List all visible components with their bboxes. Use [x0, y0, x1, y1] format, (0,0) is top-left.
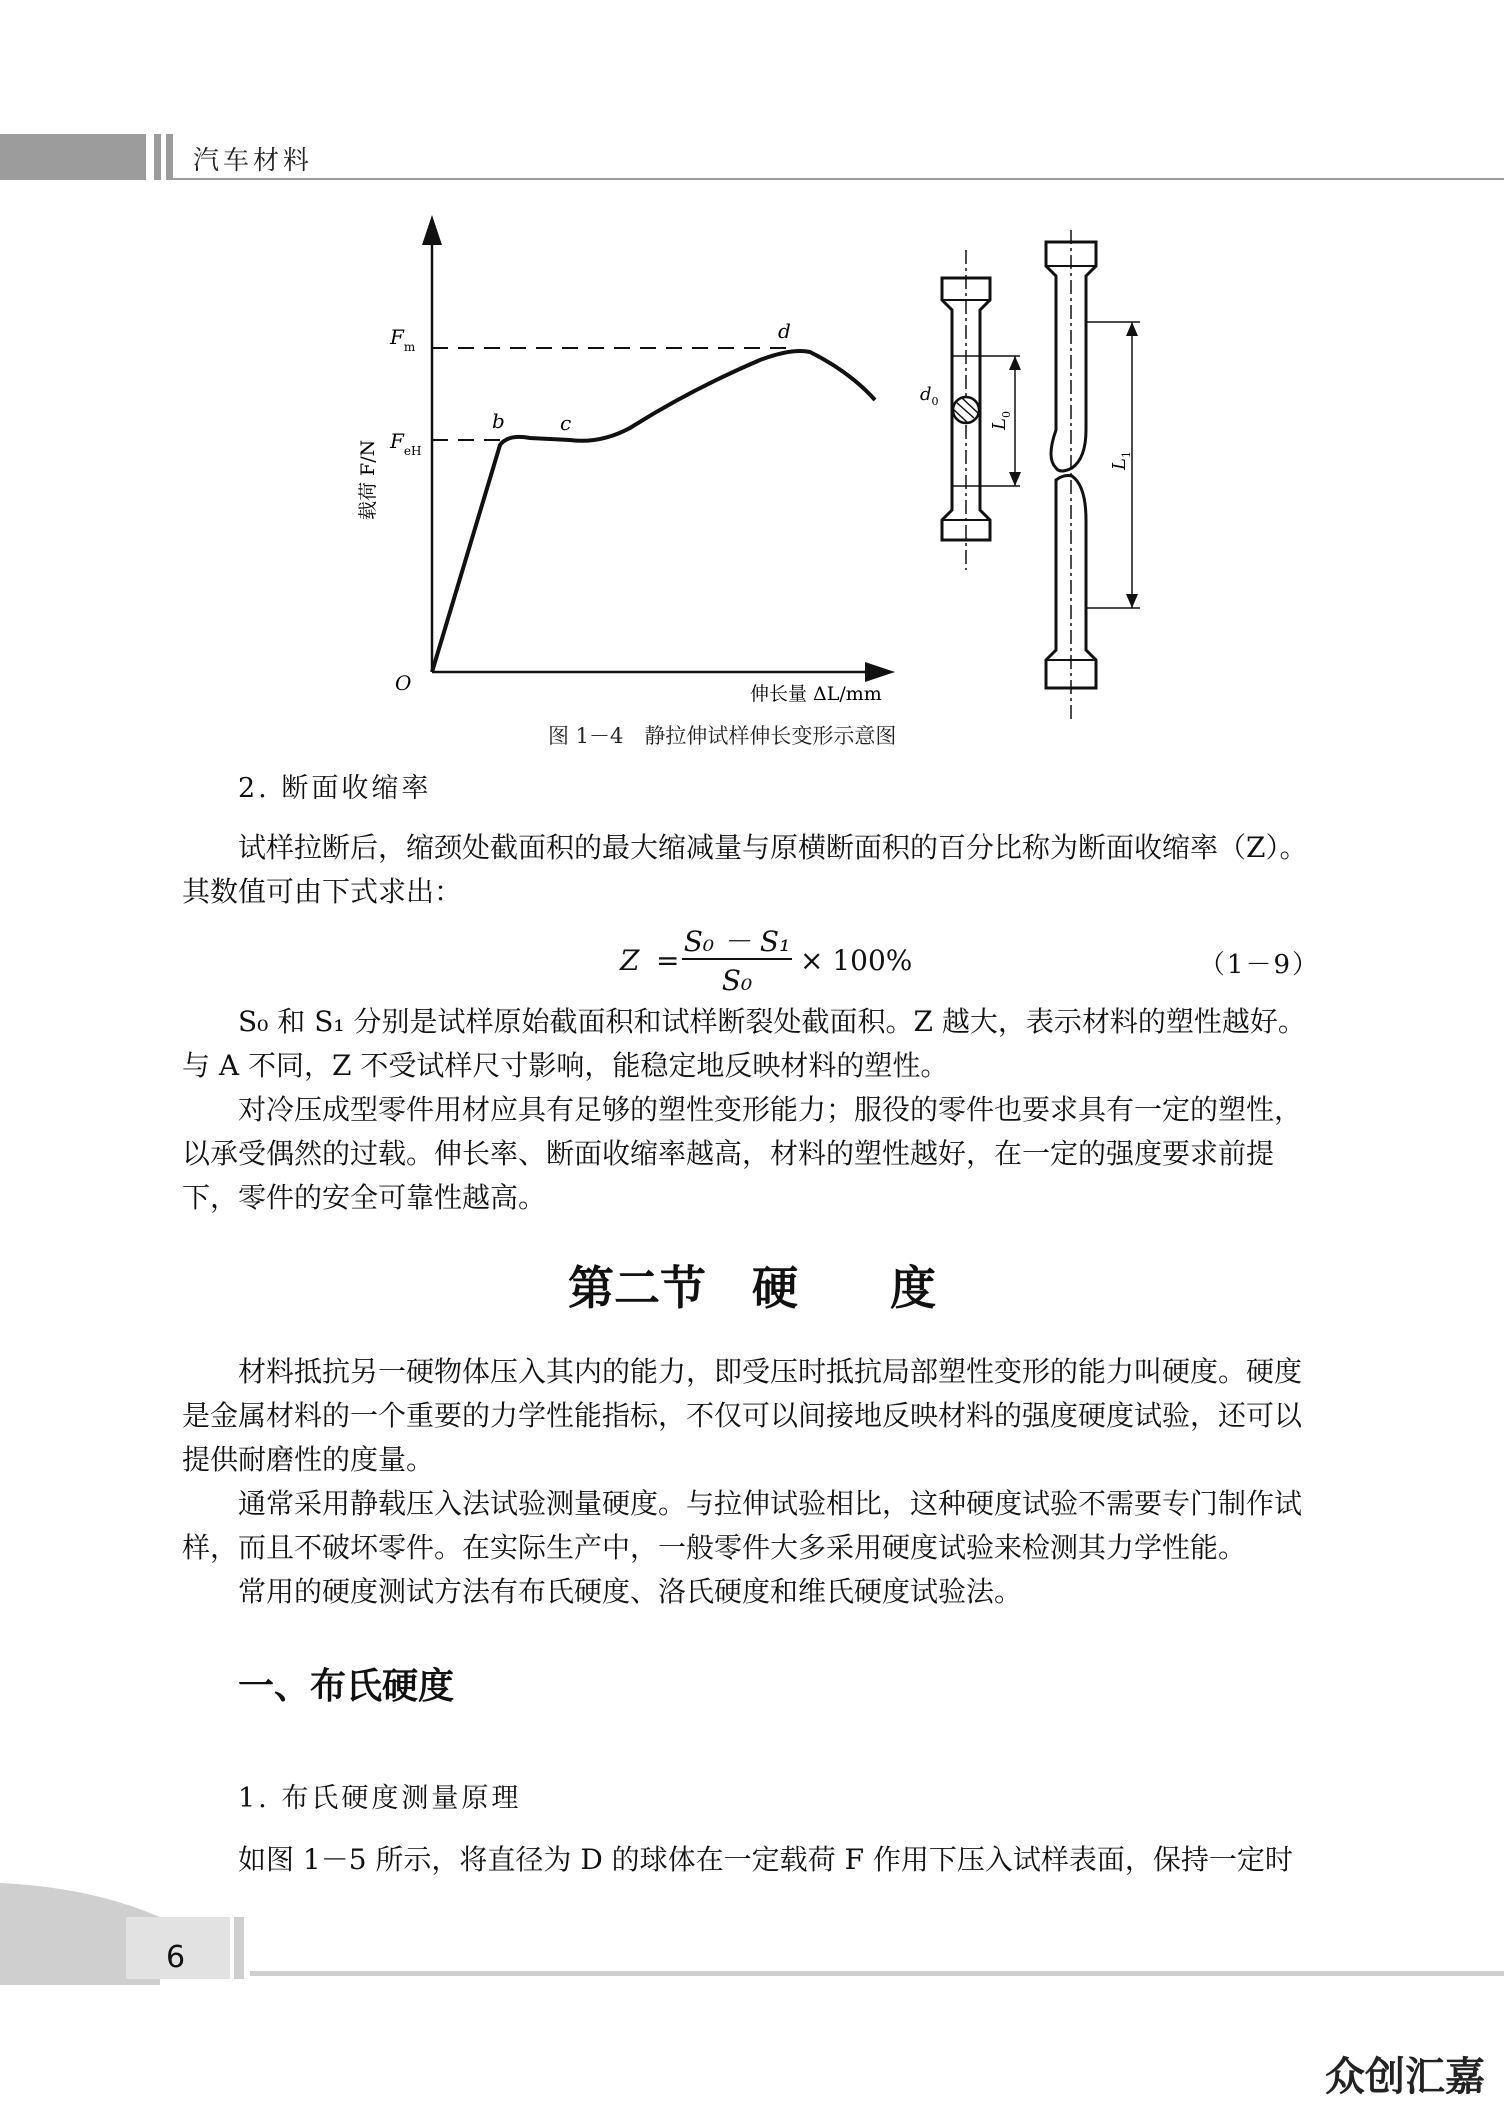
l0-label: $L_0$	[989, 411, 1013, 430]
d0-label: $d_0$	[920, 384, 939, 408]
formula-denominator: S₀	[721, 964, 753, 997]
subsection-heading: 2. 断面收缩率	[238, 773, 432, 804]
paragraph: 常用的硬度测试方法有布氏硬度、洛氏硬度和维氏硬度试验法。	[238, 1575, 1023, 1608]
load-elongation-diagram	[330, 210, 910, 730]
formula-numerator: S₀ － S₁	[683, 925, 791, 958]
header-rule	[173, 178, 1504, 180]
formula-lhs: Z	[620, 944, 640, 977]
load-curve	[432, 351, 875, 672]
point-c-label: c	[560, 411, 572, 435]
formula-1-9	[600, 918, 1320, 998]
heading-brinell: 一、布氏硬度	[238, 1666, 455, 1707]
ylabel: 载荷 F/N	[357, 439, 379, 520]
point-d-label: d	[778, 319, 791, 343]
feh-label: $F_{eH}$	[390, 429, 422, 458]
header-bar	[0, 134, 146, 180]
equation-number: （1－9）	[1198, 950, 1320, 980]
fm-label: $F_m$	[390, 325, 416, 354]
paragraph: 通常采用静载压入法试验测量硬度。与拉伸试验相比，这种硬度试验不需要专门制作试样，而且不破坏零件。在实际生产中，一般零件大多采用硬度试验来检测其力学性能。	[182, 1487, 1303, 1564]
header-stripe	[154, 134, 161, 180]
paragraph: S₀ 和 S₁ 分别是试样原始截面积和试样断裂处截面积。Z 越大，表示材料的塑性越好。与 A 不同，Z 不受试样尺寸影响，能稳定地反映材料的塑性。	[182, 1005, 1306, 1082]
paragraph: 试样拉断后，缩颈处截面积的最大缩减量与原横断面积的百分比称为断面收缩率（Z）。其数值可由下式求出：	[182, 831, 1308, 908]
xlabel: 伸长量 ΔL/mm	[750, 683, 882, 705]
formula-factor: × 100%	[800, 944, 913, 977]
origin-label: O	[395, 671, 412, 695]
running-header-title: 汽车材料	[193, 146, 314, 176]
paragraph: 对冷压成型零件用材应具有足够的塑性变形能力；服役的零件也要求具有一定的塑性，以承受偶然的过载。伸长率、断面收缩率越高，材料的塑性越好，在一定的强度要求前提下，零件的安全可靠性越高。	[182, 1093, 1303, 1214]
footer-graphic	[0, 1875, 1504, 1985]
page-number: 6	[166, 1940, 186, 1975]
point-b-label: b	[492, 409, 505, 433]
subsection-heading: 1. 布氏硬度测量原理	[238, 1783, 522, 1814]
formula-equals: =	[656, 944, 680, 977]
header-stripe	[166, 134, 173, 180]
figure-caption: 图 1－4 静拉伸试样伸长变形示意图	[548, 724, 897, 748]
l1-label: $L_1$	[1109, 451, 1133, 470]
watermark-logo: 众创汇嘉	[1325, 2054, 1485, 2100]
paragraph: 材料抵抗另一硬物体压入其内的能力，即受压时抵抗局部塑性变形的能力叫硬度。硬度是金属材料的一个重要的力学性能指标，不仅可以间接地反映材料的强度硬度试验，还可以提供耐磨性的度量。	[182, 1355, 1303, 1476]
tensile-specimens	[920, 230, 1170, 720]
paragraph: 如图 1－5 所示，将直径为 D 的球体在一定载荷 F 作用下压入试样表面，保持一定时	[238, 1843, 1293, 1876]
section-title: 第二节 硬 度	[568, 1261, 936, 1315]
fraction-bar	[682, 958, 792, 960]
